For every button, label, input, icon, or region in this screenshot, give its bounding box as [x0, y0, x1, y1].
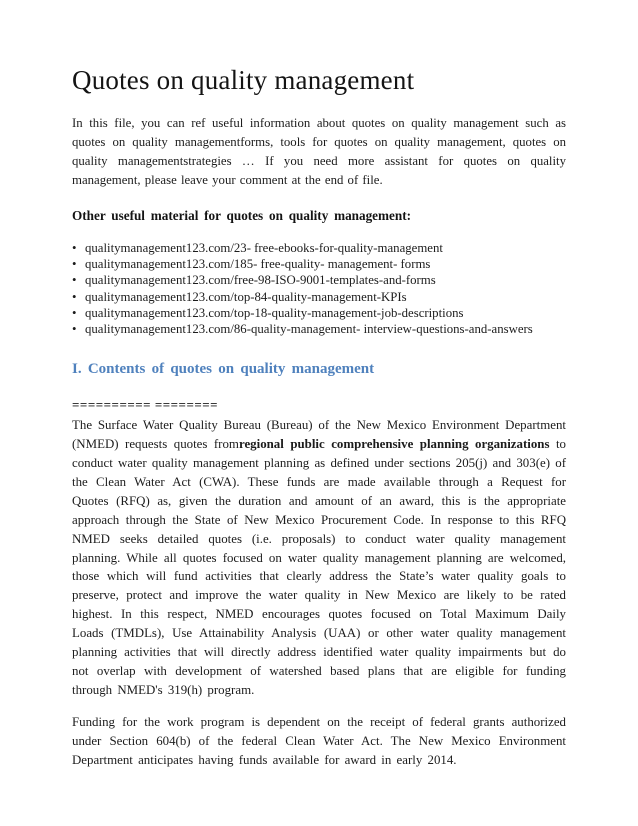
bullet-icon: • [72, 305, 77, 320]
list-item [72, 289, 566, 305]
body-paragraph [72, 416, 566, 700]
section-heading-contents: I. Contents of quotes on quality management [72, 361, 375, 378]
resource-links-list [72, 240, 566, 337]
page-title: Quotes on quality management [72, 65, 415, 95]
bullet-icon: • [72, 322, 77, 337]
list-item [72, 321, 566, 337]
bullet-icon: • [72, 257, 77, 272]
list-item [72, 305, 566, 321]
link-text: qualitymanagement123.com/top-84-quality-management-KPIs [85, 289, 407, 304]
list-item [72, 240, 566, 256]
other-material-heading: Other useful material for quotes on quality management: [72, 208, 411, 223]
link-text: qualitymanagement123.com/86-quality-management- interview-questions-and-answers [85, 322, 533, 337]
link-text: qualitymanagement123.com/top-18-quality-management-job-descriptions [85, 305, 464, 320]
link-text: qualitymanagement123.com/185- free-quality- management- forms [85, 257, 431, 272]
link-text: qualitymanagement123.com/23- free-ebooks-for-quality-management [85, 241, 443, 255]
intro-paragraph: In this file, you can ref useful information about quotes on quality management such as quotes on quality managementforms, tools for quotes on quality management, quotes on quality managementstrategies … If you need more assistant for quotes on quality management, please leave your comment at the end of file. [72, 116, 566, 187]
list-item [72, 256, 566, 272]
list-item [72, 272, 566, 288]
link-text: qualitymanagement123.com/free-98-ISO-9001-templates-and-forms [85, 273, 436, 288]
body-paragraph-pre: The Surface Water Quality Bureau (Bureau) of the New Mexico Environment Department (NMED) requests quotes from [72, 418, 566, 452]
bold-phrase: regional public comprehensive planning organizations [238, 437, 550, 452]
funding-paragraph: Funding for the work program is dependent on the receipt of federal grants authorized under Section 604(b) of the federal Clean Water Act. The New Mexico Environment Department anticipates having funds available for award in early 2014. [72, 714, 566, 767]
divider-line: ========== ======== [72, 397, 219, 413]
body-paragraph-post: to conduct water quality management planning as defined under sections 205(j) and 303(e) of the Clean Water Act (CWA). These funds are made available through a Request for Quotes (RFQ) as, given the duration and amount of an award, this is the appropriate approach through the State of New Mexico Procurement Code. In response to this RFQ NMED seeks detailed quotes (i.e. proposals) to conduct water quality management planning. While all quotes focused on water quality management planning are welcomed, those which will fund activities that clearly address the State’s water quality goals to preserve, protect and improve the water quality in New Mexico are likely to be rated highest. In this respect, NMED encourages quotes focused on Total Maximum Daily Loads (TMDLs), Use Attainability Analysis (UAA) or other water quality management planning activities that will directly address identified water quality impairments but do not overlap with development of watershed based plans that are eligible for funding through NMED's 319(h) program. [72, 437, 566, 697]
bullet-icon: • [72, 289, 77, 304]
bullet-icon: • [72, 273, 77, 288]
bullet-icon: • [72, 241, 77, 255]
